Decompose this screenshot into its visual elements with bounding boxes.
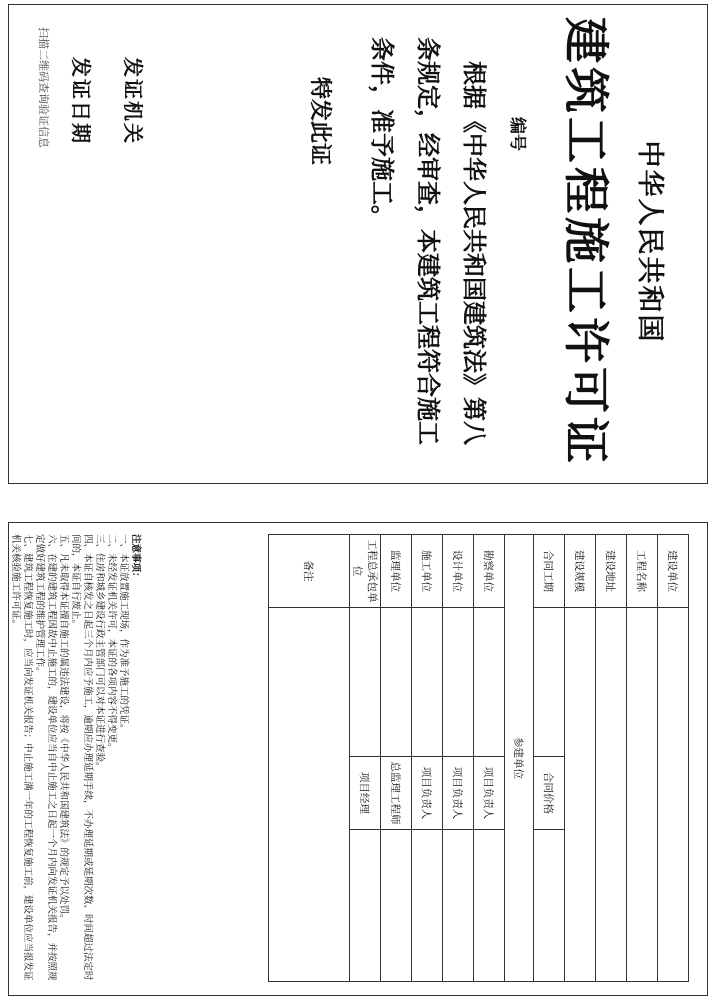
row-label-survey-unit: 勘察单位 [474, 535, 505, 608]
table-row [565, 535, 596, 982]
table-row [474, 535, 505, 982]
certificate-body: 根据《中华人民共和国建筑法》第八条规定，经审查，本建筑工程符合施工条件，准予施工。 [368, 37, 489, 445]
row-label-project-name: 工程名称 [627, 535, 658, 608]
note-item: 三、住房和城乡建设行政主管部门可以对本证进行查验。 [94, 534, 105, 772]
row-value [381, 608, 412, 757]
row-label-remarks: 备注 [269, 535, 350, 608]
row-value [443, 830, 474, 982]
notes-title: 注意事项： [130, 534, 141, 582]
row-label-general-contractor: 工程总承包单位 [350, 535, 381, 608]
row-value [627, 608, 658, 982]
role-label: 项目经理 [350, 757, 381, 830]
issue-date-label: 发证日期 [69, 57, 93, 145]
row-value [412, 608, 443, 757]
row-value [350, 608, 381, 757]
row-value [350, 830, 381, 982]
certificate-back-content [11, 524, 701, 994]
table-row [534, 535, 565, 982]
row-value [534, 830, 565, 982]
note-item: 一、本证放置施工现场，作为准予施工的凭证。 [118, 534, 129, 734]
table-row [658, 535, 689, 982]
notes-section [9, 534, 141, 982]
row-value [658, 608, 689, 982]
role-label: 项目负责人 [443, 757, 474, 830]
table-row [412, 535, 443, 982]
note-item: 四、本证自核发之日起三个月内应予施工，逾期应办理延期手续，不办理延期或延期次数、时间超过法定时间的，本证自行废止。 [70, 534, 93, 981]
section-header-units: 参建单位 [505, 535, 534, 982]
certificate-front-content [12, 7, 692, 477]
row-value [412, 830, 443, 982]
country-name: 中华人民共和国 [634, 140, 665, 344]
issuing-authority-label: 发证机关 [121, 57, 145, 145]
row-label-address: 建设地址 [596, 535, 627, 608]
row-value [269, 608, 350, 982]
row-label-construction-unit: 施工单位 [412, 535, 443, 608]
row-label-scale: 建设规模 [565, 535, 596, 608]
row-value [443, 608, 474, 757]
row-value [381, 830, 412, 982]
qr-verify-note: 扫描二维码查询验证信息 [37, 27, 50, 148]
project-info-table [268, 534, 689, 982]
row-label-contract-price: 合同价格 [534, 757, 565, 830]
table-row [269, 535, 350, 982]
table-row [505, 535, 534, 982]
row-value [474, 608, 505, 757]
row-label-supervision-unit: 监理单位 [381, 535, 412, 608]
certificate-number-label: 编号 [507, 117, 527, 151]
certificate-title: 建筑工程施工许可证 [559, 17, 613, 467]
note-item: 二、未经发证机关许可，本证的各项内容不得变更。 [106, 534, 117, 753]
table-row [381, 535, 412, 982]
row-label-design-unit: 设计单位 [443, 535, 474, 608]
role-label: 项目负责人 [412, 757, 443, 830]
row-label-contract-period: 合同工期 [534, 535, 565, 608]
row-value [596, 608, 627, 982]
row-value [474, 830, 505, 982]
note-item: 五、凡未取得本证擅自施工的属违法建设，将按《中华人民共和国建筑法》的规定予以处罚。 [58, 534, 69, 924]
note-item: 六、在建的建筑工程因故中止施工的，建设单位应当自中止施工之日起一个月内向发证机关报告，并按照规定做好建筑工程的维护管理工作。 [34, 534, 57, 981]
row-value [565, 608, 596, 982]
special-issue-text: 特发此证 [307, 77, 333, 166]
table-row [443, 535, 474, 982]
row-label-build-unit: 建设单位 [658, 535, 689, 608]
table-row [596, 535, 627, 982]
role-label: 总监理工程师 [381, 757, 412, 830]
table-row [350, 535, 381, 982]
table-row [627, 535, 658, 982]
role-label: 项目负责人 [474, 757, 505, 830]
row-value [534, 608, 565, 757]
note-item: 七、建筑工程恢复施工时，应当向发证机关报告；中止施工满一年的工程恢复施工前，建设单位应当报发证机关核验施工许可证。 [10, 534, 33, 981]
